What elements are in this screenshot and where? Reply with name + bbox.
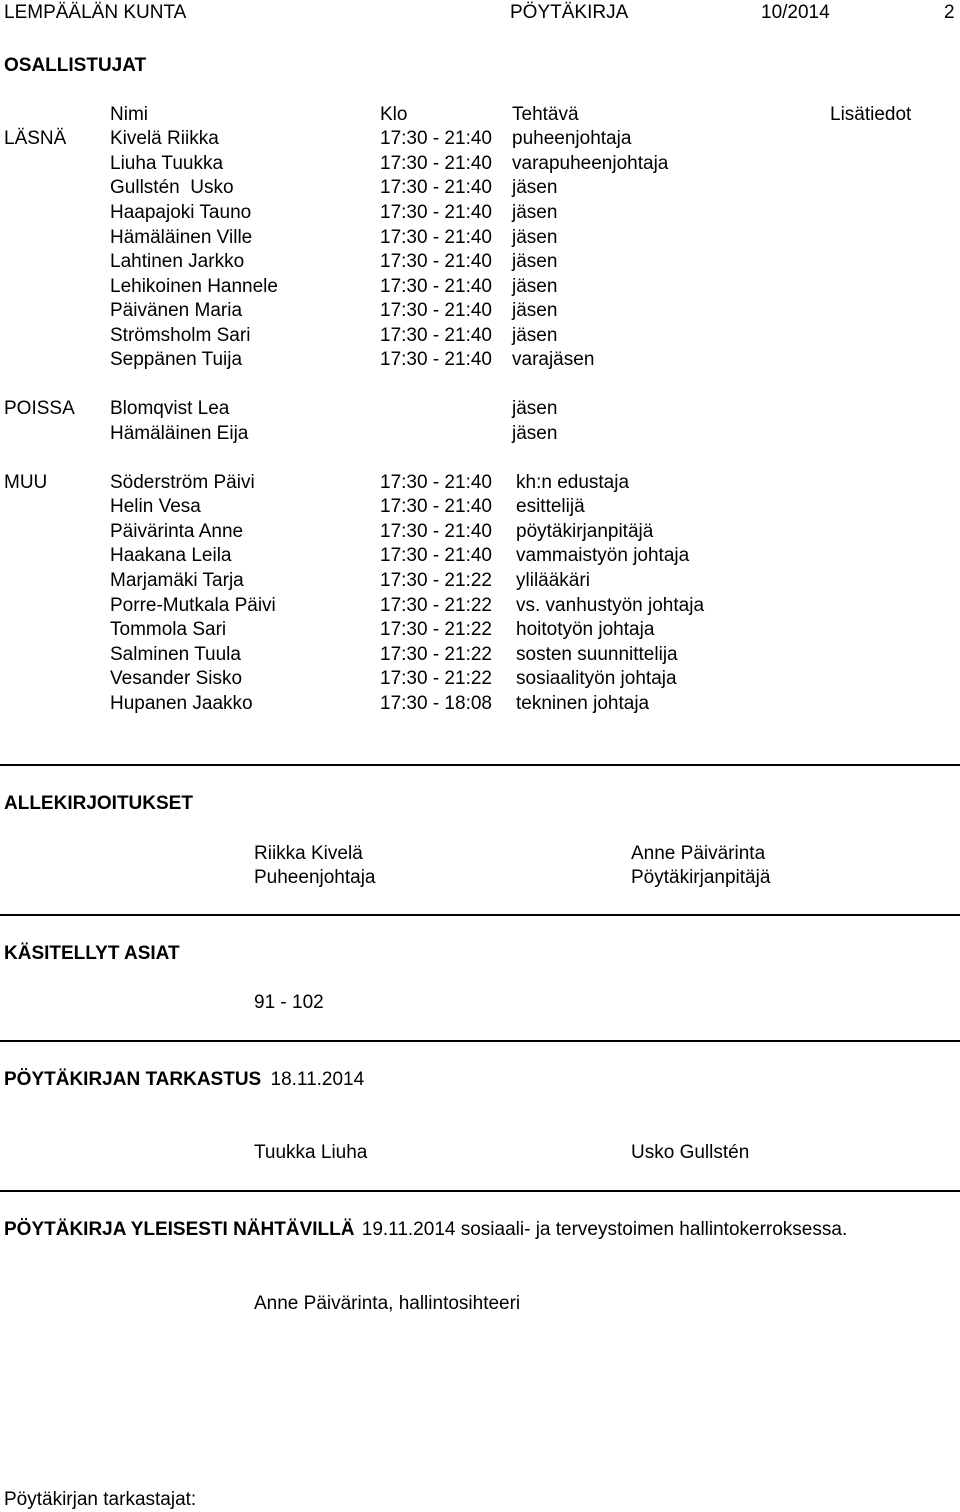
- participant-role: puheenjohtaja: [512, 128, 632, 149]
- participant-row: [0, 619, 960, 643]
- handled-items-title: KÄSITELLYT ASIAT: [4, 943, 180, 964]
- review-line: [4, 1069, 364, 1091]
- participant-time: 17:30 - 21:40: [380, 545, 492, 566]
- review-title: PÖYTÄKIRJAN TARKASTUS: [4, 1069, 262, 1090]
- participant-role: tekninen johtaja: [516, 693, 650, 714]
- participant-row: [0, 153, 960, 177]
- participant-name: Blomqvist Lea: [110, 398, 230, 419]
- participant-time: 17:30 - 21:40: [380, 325, 492, 346]
- participant-time: 17:30 - 21:22: [380, 619, 492, 640]
- participant-row: [0, 349, 960, 373]
- participant-time: 17:30 - 21:22: [380, 644, 492, 665]
- participant-time: 17:30 - 21:40: [380, 300, 492, 321]
- document-number: 10/2014: [761, 2, 830, 23]
- reviewer-1-name: Tuukka Liuha: [254, 1142, 368, 1163]
- participant-name: Haakana Leila: [110, 545, 232, 566]
- participant-name: Porre-Mutkala Päivi: [110, 595, 276, 616]
- participant-time: 17:30 - 21:22: [380, 595, 492, 616]
- participant-role: kh:n edustaja: [516, 472, 630, 493]
- participant-name: Hämäläinen Eija: [110, 423, 249, 444]
- participant-row: [0, 644, 960, 668]
- participant-role: pöytäkirjanpitäjä: [516, 521, 654, 542]
- chair-name: Riikka Kivelä: [254, 843, 363, 864]
- participant-row: [0, 545, 960, 569]
- participant-row: [0, 398, 960, 422]
- public-display-signer: Anne Päivärinta, hallintosihteeri: [254, 1293, 521, 1314]
- participant-row: [0, 423, 960, 447]
- column-header-role: Tehtävä: [512, 104, 579, 125]
- participant-time: 17:30 - 21:40: [380, 251, 492, 272]
- page-number: 2: [944, 2, 955, 23]
- section-divider: [0, 764, 960, 766]
- participant-role: jäsen: [512, 251, 558, 272]
- section-divider: [0, 1040, 960, 1042]
- participant-row: [0, 227, 960, 251]
- participant-row: [0, 472, 960, 496]
- participant-time: 17:30 - 18:08: [380, 693, 492, 714]
- section-divider: [0, 1190, 960, 1192]
- participant-name: Söderström Päivi: [110, 472, 255, 493]
- participant-role: jäsen: [512, 227, 558, 248]
- participant-row: [0, 325, 960, 349]
- municipality-name: LEMPÄÄLÄN KUNTA: [4, 2, 187, 23]
- participant-role: sosten suunnittelija: [516, 644, 678, 665]
- participant-name: Päivärinta Anne: [110, 521, 244, 542]
- reviewer-2-name: Usko Gullstén: [631, 1142, 750, 1163]
- participant-time: 17:30 - 21:40: [380, 177, 492, 198]
- participant-role: sosiaalityön johtaja: [516, 668, 677, 689]
- participant-role: jäsen: [512, 300, 558, 321]
- participant-name: Lehikoinen Hannele: [110, 276, 278, 297]
- signatures-title: ALLEKIRJOITUKSET: [4, 793, 193, 814]
- participant-row: [0, 496, 960, 520]
- participant-row: [0, 693, 960, 717]
- participant-name: Liuha Tuukka: [110, 153, 224, 174]
- participant-row: [0, 521, 960, 545]
- section-divider: [0, 914, 960, 916]
- participant-role: hoitotyön johtaja: [516, 619, 655, 640]
- participant-time: 17:30 - 21:40: [380, 202, 492, 223]
- participant-name: Marjamäki Tarja: [110, 570, 244, 591]
- participant-row: [0, 202, 960, 226]
- participant-name: Hämäläinen Ville: [110, 227, 253, 248]
- participant-name: Lahtinen Jarkko: [110, 251, 245, 272]
- participant-time: 17:30 - 21:40: [380, 349, 492, 370]
- participant-role: varapuheenjohtaja: [512, 153, 669, 174]
- participant-time: 17:30 - 21:40: [380, 227, 492, 248]
- participant-role: jäsen: [512, 423, 558, 444]
- document-type: PÖYTÄKIRJA: [510, 2, 629, 23]
- chair-role: Puheenjohtaja: [254, 867, 376, 888]
- participant-name: Tommola Sari: [110, 619, 227, 640]
- participant-role: jäsen: [512, 325, 558, 346]
- review-date: 18.11.2014: [270, 1069, 365, 1090]
- participant-row: [0, 251, 960, 275]
- participant-row: [0, 668, 960, 692]
- participant-role: jäsen: [512, 202, 558, 223]
- participant-time: 17:30 - 21:40: [380, 128, 492, 149]
- column-header-extra: Lisätiedot: [830, 104, 912, 125]
- participant-name: Vesander Sisko: [110, 668, 243, 689]
- participant-role: varajäsen: [512, 349, 595, 370]
- participant-time: 17:30 - 21:22: [380, 668, 492, 689]
- participant-name: Helin Vesa: [110, 496, 201, 517]
- participant-role: jäsen: [512, 398, 558, 419]
- participant-name: Haapajoki Tauno: [110, 202, 252, 223]
- secretary-role: Pöytäkirjanpitäjä: [631, 867, 771, 888]
- participant-row: [0, 300, 960, 324]
- participant-time: 17:30 - 21:40: [380, 153, 492, 174]
- participant-row: [0, 595, 960, 619]
- participant-time: 17:30 - 21:40: [380, 521, 492, 542]
- participant-name: Hupanen Jaakko: [110, 693, 253, 714]
- participant-name: Päivänen Maria: [110, 300, 243, 321]
- public-display-title: PÖYTÄKIRJA YLEISESTI NÄHTÄVILLÄ: [4, 1219, 355, 1240]
- participant-role: ylilääkäri: [516, 570, 590, 591]
- participant-name: Seppänen Tuija: [110, 349, 243, 370]
- participant-name: Kivelä Riikka: [110, 128, 219, 149]
- participant-role: jäsen: [512, 177, 558, 198]
- group-label: POISSA: [4, 398, 75, 419]
- participant-time: 17:30 - 21:40: [380, 472, 492, 493]
- participant-name: Strömsholm Sari: [110, 325, 251, 346]
- participants-column-headers: [0, 104, 960, 128]
- secretary-name: Anne Päivärinta: [631, 843, 766, 864]
- participant-row: [0, 570, 960, 594]
- public-display-text: 19.11.2014 sosiaali- ja terveystoimen hallintokerroksessa.: [361, 1219, 848, 1240]
- participant-row: [0, 177, 960, 201]
- column-header-time: Klo: [380, 104, 408, 125]
- handled-items-range: 91 - 102: [254, 992, 324, 1013]
- participant-name: Salminen Tuula: [110, 644, 241, 665]
- group-label: LÄSNÄ: [4, 128, 67, 149]
- participant-time: 17:30 - 21:40: [380, 276, 492, 297]
- participant-role: esittelijä: [516, 496, 585, 517]
- column-header-name: Nimi: [110, 104, 148, 125]
- participant-time: 17:30 - 21:22: [380, 570, 492, 591]
- participant-role: vammaistyön johtaja: [516, 545, 690, 566]
- participant-role: vs. vanhustyön johtaja: [516, 595, 705, 616]
- group-label: MUU: [4, 472, 48, 493]
- participant-name: Gullstén Usko: [110, 177, 234, 198]
- participant-time: 17:30 - 21:40: [380, 496, 492, 517]
- participant-role: jäsen: [512, 276, 558, 297]
- participant-row: [0, 276, 960, 300]
- participant-row: [0, 128, 960, 152]
- participants-title: OSALLISTUJAT: [4, 55, 147, 76]
- reviewers-footer-label: Pöytäkirjan tarkastajat:: [4, 1489, 197, 1510]
- public-display-line: [4, 1219, 847, 1241]
